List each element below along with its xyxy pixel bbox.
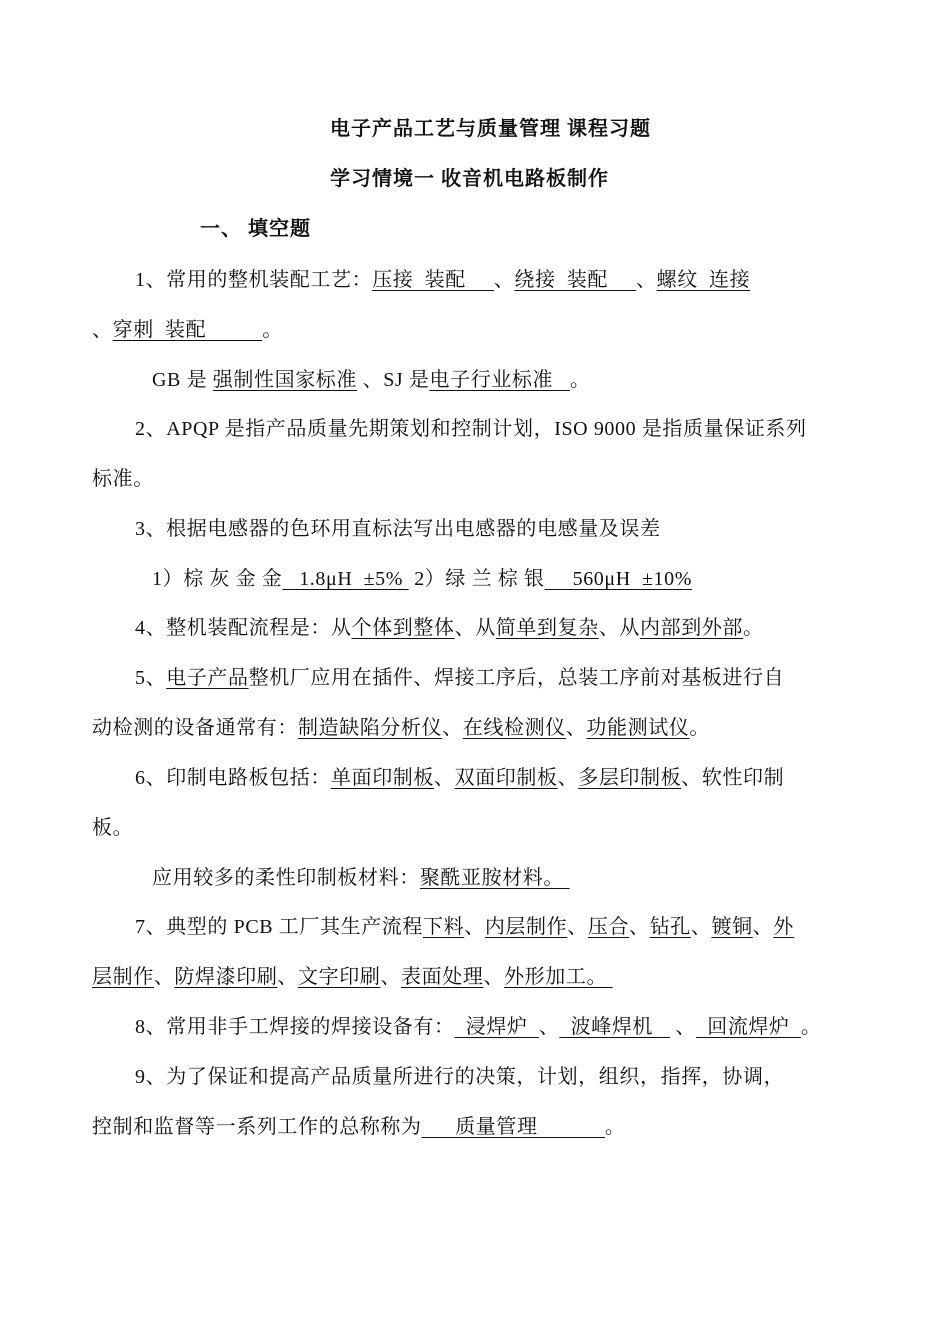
q7-answer-6b: 层制作 [92,966,154,988]
q7-l2-sep-4: 、 [483,966,505,988]
q3-answer-1: 1.8μH ±5% [282,568,409,590]
q6-l3-prefix: 应用较多的柔性印制板材料： [152,867,420,889]
page-subtitle: 学习情境一 收音机电路板制作 [330,168,609,190]
q1-answer-2: 绕接 装配 [514,269,637,291]
question-1-line-2 [92,313,283,342]
q7-answer-4: 钻孔 [649,916,691,938]
q4-prefix: 4、整机装配流程是：从 [135,617,352,639]
q8-sep-2: 、 [669,1016,697,1038]
section-heading: 一、 填空题 [200,218,311,240]
question-5-line-1 [135,661,784,690]
q8-answer-1: 浸焊炉 [454,1016,539,1038]
question-8 [135,1010,821,1039]
q5-prefix: 5、 [135,667,167,689]
q7-answer-9: 表面处理 [401,966,484,988]
q5-answer-3: 功能测试仪 [586,717,690,739]
question-6-line-3 [152,861,570,890]
q7-answer-3: 压合 [587,916,630,938]
gb-end: 。 [569,369,591,391]
q3-part-1: 1）棕 灰 金 金 [152,568,283,590]
question-1-line-1 [135,263,750,292]
q6-answer-2: 双面印制板 [454,767,558,789]
q4-answer-1: 个体到整体 [351,617,455,639]
q6-answer-3: 多层印制板 [578,767,682,789]
q1-lead: 、 [92,319,113,341]
q4-answer-3: 内部到外部 [640,617,744,639]
q9-answer: 质量管理 [421,1116,605,1138]
gb-sj-line [152,363,591,392]
q3-part-2: 2）绿 兰 棕 银 [408,568,545,590]
q1-sep-1: 、 [493,269,515,291]
question-7-line-1 [135,910,794,939]
q5-sep-2: 、 [565,717,587,739]
q6-sep-1: 、 [434,767,455,789]
q7-answer-1: 下料 [423,916,465,938]
q1-answer-1: 压接 装配 [372,269,494,291]
question-6-line-2: 板。 [92,817,134,839]
q7-l2-sep-2: 、 [277,966,299,988]
q1-prefix: 1、常用的整机装配工艺： [135,269,373,291]
q4-answer-2: 简单到复杂 [495,617,599,639]
q9-prefix: 控制和监督等一系列工作的总称称为 [92,1116,422,1138]
q7-answer-8: 文字印刷 [298,966,381,988]
gb-answer: 强制性国家标准 [212,369,357,391]
question-4 [135,611,764,640]
q1-answer-4: 穿刺 装配 [112,319,263,341]
sj-answer: 电子行业标准 [429,369,570,391]
q7-sep-2: 、 [567,916,588,938]
q3-answer-2: 560μH ±10% [544,568,693,590]
q6-answer-1: 单面印制板 [331,767,434,789]
q7-sep-4: 、 [690,916,712,938]
question-6-line-1 [135,761,784,790]
q8-answer-2: 波峰焊机 [559,1016,670,1038]
q1-sep-2: 、 [636,269,657,291]
q7-l2-sep-1: 、 [153,966,175,988]
question-2-line-1: 2、APQP 是指产品质量先期策划和控制计划，ISO 9000 是指质量保证系列 [135,418,807,440]
q1-end: 。 [262,319,283,341]
q5-answer-2: 在线检测仪 [462,717,566,739]
q6-sep-2: 、 [557,767,579,789]
q5-answer-1: 制造缺陷分析仪 [298,717,443,739]
question-5-line-2 [92,711,710,740]
q7-answer-7: 防焊漆印刷 [174,966,278,988]
question-3-answers [152,562,692,591]
question-7-line-2 [92,960,613,989]
q1-answer-3: 螺纹 连接 [656,269,751,291]
question-9-line-1: 9、为了保证和提高产品质量所进行的决策，计划，组织，指挥，协调， [135,1066,785,1088]
q7-sep-5: 、 [752,916,774,938]
page-title: 电子产品工艺与质量管理 课程习题 [330,118,651,140]
q7-answer-2: 内层制作 [484,916,568,938]
q8-sep-1: 、 [538,1016,560,1038]
q6-rest: 、软性印制 [681,767,785,789]
q5-line2-prefix: 动检测的设备通常有： [92,717,298,739]
q7-sep-1: 、 [464,916,485,938]
q6-l3-answer: 聚酰亚胺材料。 [419,867,570,889]
q4-sep-1: 、从 [454,617,496,639]
question-2-line-2: 标准。 [92,468,154,490]
q5-sep-1: 、 [442,717,463,739]
q8-prefix: 8、常用非手工焊接的焊接设备有： [135,1016,455,1038]
question-3: 3、根据电感器的色环用直标法写出电感器的电感量及误差 [135,518,661,540]
q4-sep-2: 、从 [598,617,641,639]
q9-end: 。 [604,1116,626,1138]
q5-rest: 整机厂应用在插件、焊接工序后，总装工序前对基板进行自 [248,667,785,689]
gb-prefix: GB 是 [152,369,213,391]
q7-prefix: 7、典型的 PCB 工厂其生产流程 [135,916,424,938]
q5-end: 。 [689,717,711,739]
q8-answer-3: 回流焊炉 [696,1016,801,1038]
q5-answer-0: 电子产品 [166,667,249,689]
q7-answer-5: 镀铜 [711,916,753,938]
q6-prefix: 6、印制电路板包括： [135,767,331,789]
q7-answer-10: 外形加工。 [504,966,613,988]
gb-mid: 、SJ 是 [357,369,430,391]
q7-sep-3: 、 [629,916,650,938]
q7-l2-sep-3: 、 [380,966,402,988]
q4-end: 。 [743,617,764,639]
q7-answer-6: 外 [773,916,794,938]
question-9-line-2 [92,1110,625,1139]
q8-end: 。 [800,1016,822,1038]
